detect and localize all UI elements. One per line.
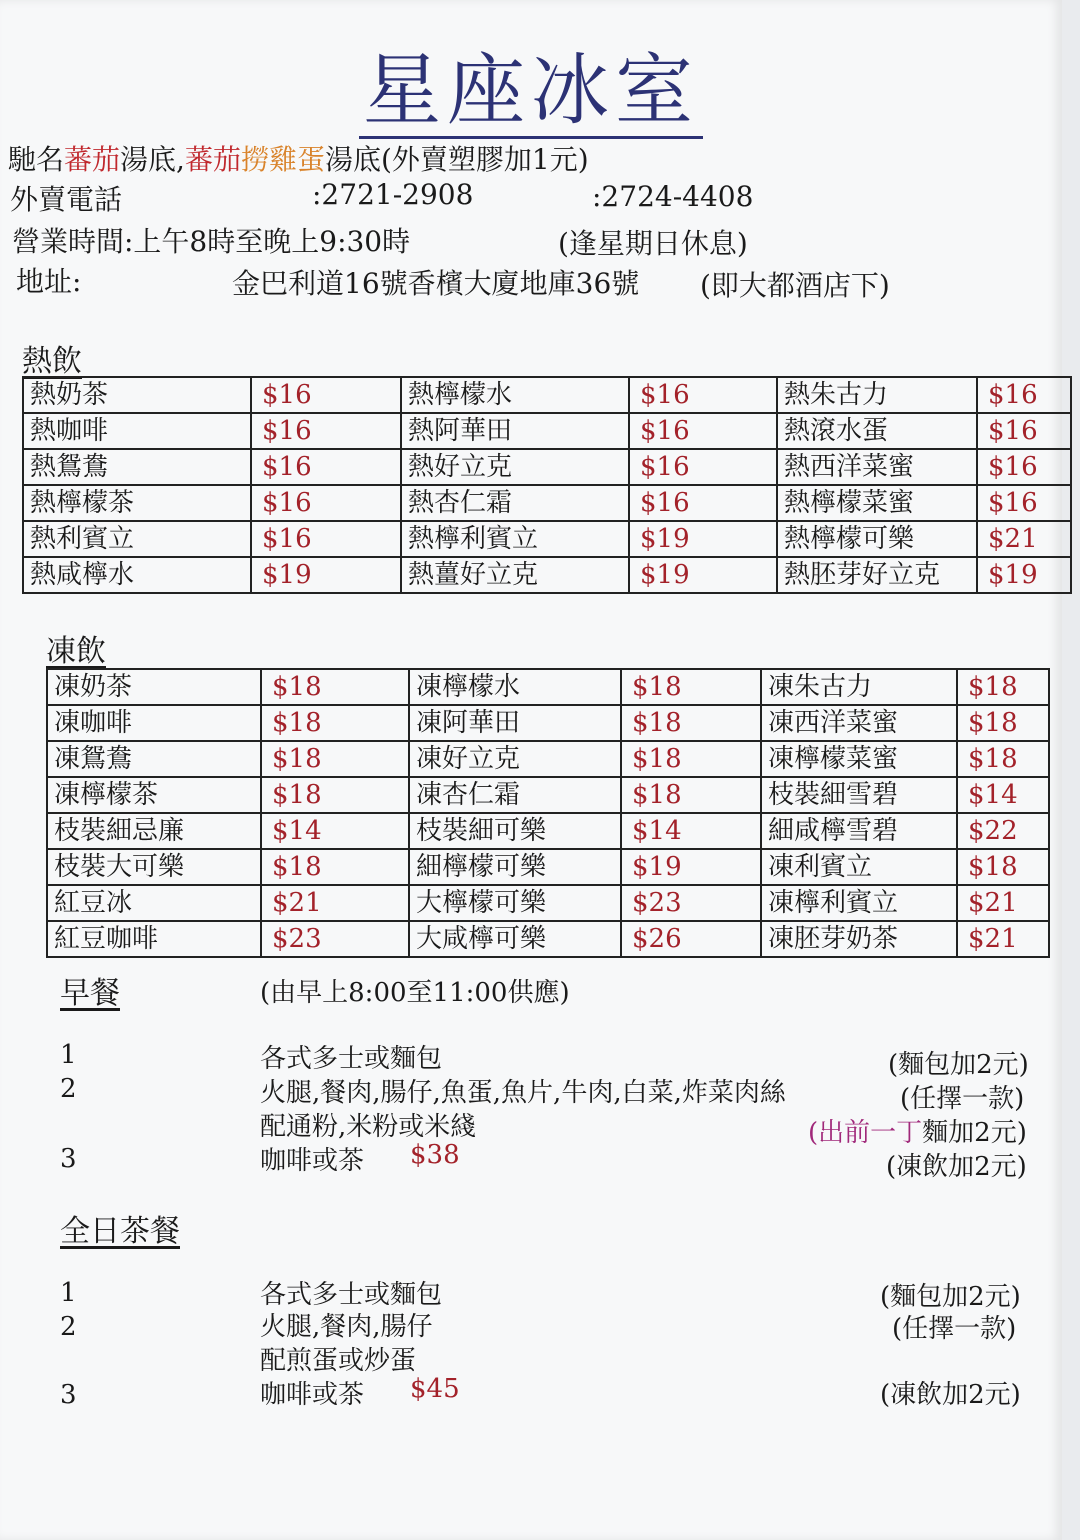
cold-price: $23 (621, 885, 761, 921)
hot-price: $16 (977, 485, 1071, 521)
hot-row (23, 521, 1071, 557)
hot-item: 熱檸檬茶 (23, 485, 251, 521)
hot-row (23, 413, 1071, 449)
cold-price: $22 (957, 813, 1049, 849)
hot-row (23, 377, 1071, 413)
breakfast-item-2b: 配通粉,米粉或米綫 (260, 1112, 477, 1142)
cold-price: $18 (957, 849, 1049, 885)
hot-price: $16 (251, 485, 401, 521)
closed-day: (逢星期日休息) (558, 227, 748, 260)
allday-item-1: 各式多士或麵包 (260, 1280, 443, 1310)
hot-item: 熱檸檬菜蜜 (777, 485, 977, 521)
cold-row (47, 885, 1049, 921)
cold-row (47, 813, 1049, 849)
cold-price: $14 (957, 777, 1049, 813)
hot-item: 熱好立克 (401, 449, 629, 485)
cold-item: 細檸檬可樂 (409, 849, 621, 885)
cold-item: 枝裝細可樂 (409, 813, 621, 849)
hot-price: $16 (977, 413, 1071, 449)
cold-item: 凍檸利賓立 (761, 885, 957, 921)
hot-item: 熱杏仁霜 (401, 485, 629, 521)
breakfast-remark-1: (麵包加2元) (888, 1050, 1029, 1080)
cold-item: 大咸檸可樂 (409, 921, 621, 957)
hot-price: $16 (629, 449, 777, 485)
cold-price: $18 (621, 669, 761, 705)
cold-drinks-table (46, 668, 1050, 958)
hot-row (23, 485, 1071, 521)
allday-remark-1: (麵包加2元) (880, 1282, 1021, 1312)
hot-item: 熱阿華田 (401, 413, 629, 449)
shop-title: 星座冰室 (0, 28, 1062, 140)
cold-price: $18 (261, 741, 409, 777)
hot-row (23, 557, 1071, 593)
phone-number-1: :2721-2908 (312, 178, 474, 211)
cold-item: 凍阿華田 (409, 705, 621, 741)
hot-item: 熱檸檬水 (401, 377, 629, 413)
hot-row (23, 449, 1071, 485)
hot-drinks-table (22, 376, 1072, 594)
cold-item: 細咸檸雪碧 (761, 813, 957, 849)
hot-item: 熱利賓立 (23, 521, 251, 557)
hot-price: $16 (251, 521, 401, 557)
address: 金巴利道16號香檳大廈地庫36號 (232, 267, 640, 300)
hot-item: 熱檸利賓立 (401, 521, 629, 557)
hot-item: 熱西洋菜蜜 (777, 449, 977, 485)
cold-drinks-body (47, 669, 1049, 957)
hot-price: $16 (629, 485, 777, 521)
cold-item: 凍利賓立 (761, 849, 957, 885)
allday-item-3: 咖啡或茶 (260, 1380, 365, 1410)
hot-price: $16 (251, 377, 401, 413)
allday-num-3: 3 (60, 1380, 77, 1410)
breakfast-item-1: 各式多士或麵包 (260, 1044, 443, 1074)
hot-price: $16 (251, 449, 401, 485)
hot-price: $19 (629, 557, 777, 593)
cold-item: 凍好立克 (409, 741, 621, 777)
breakfast-num-1: 1 (60, 1040, 77, 1070)
breakfast-hours: (由早上8:00至11:00供應) (260, 978, 570, 1008)
phone-number-2: :2724-4408 (592, 180, 754, 213)
cold-price: $18 (957, 741, 1049, 777)
cold-price: $18 (261, 669, 409, 705)
cold-price: $19 (621, 849, 761, 885)
allday-num-1: 1 (60, 1278, 77, 1308)
breakfast-price: $38 (410, 1140, 460, 1170)
hot-item: 熱咖啡 (23, 413, 251, 449)
hot-price: $16 (977, 449, 1071, 485)
cold-item: 凍西洋菜蜜 (761, 705, 957, 741)
allday-item-2b: 配煎蛋或炒蛋 (260, 1346, 417, 1376)
cold-price: $18 (261, 777, 409, 813)
hot-item: 熱滾水蛋 (777, 413, 977, 449)
cold-drinks-heading: 凍飲 (46, 634, 106, 669)
cold-item: 枝裝細忌廉 (47, 813, 261, 849)
cold-item: 枝裝細雪碧 (761, 777, 957, 813)
cold-price: $18 (621, 741, 761, 777)
cold-row (47, 669, 1049, 705)
cold-item: 枝裝大可樂 (47, 849, 261, 885)
cold-row (47, 777, 1049, 813)
address-label: 地址: (16, 265, 82, 298)
cold-price: $18 (261, 849, 409, 885)
cold-row (47, 921, 1049, 957)
allday-remark-3: (凍飲加2元) (880, 1380, 1021, 1410)
cold-price: $18 (261, 705, 409, 741)
hot-item: 熱朱古力 (777, 377, 977, 413)
breakfast-item-3: 咖啡或茶 (260, 1146, 365, 1176)
cold-price: $21 (957, 921, 1049, 957)
breakfast-item-2: 火腿,餐肉,腸仔,魚蛋,魚片,牛肉,白菜,炸菜肉絲 (260, 1078, 786, 1108)
cold-price: $21 (957, 885, 1049, 921)
hot-price: $16 (629, 413, 777, 449)
hot-item: 熱咸檸水 (23, 557, 251, 593)
cold-item: 凍鴛鴦 (47, 741, 261, 777)
cold-price: $23 (261, 921, 409, 957)
cold-item: 凍檸檬水 (409, 669, 621, 705)
cold-item: 紅豆冰 (47, 885, 261, 921)
cold-item: 大檸檬可樂 (409, 885, 621, 921)
hot-price: $16 (629, 377, 777, 413)
breakfast-remark-4: (凍飲加2元) (886, 1152, 1027, 1182)
allday-item-2: 火腿,餐肉,腸仔 (260, 1312, 433, 1342)
allday-num-2: 2 (60, 1312, 77, 1342)
cold-price: $18 (957, 705, 1049, 741)
hot-drinks-body (23, 377, 1071, 593)
cold-price: $18 (621, 777, 761, 813)
cold-item: 凍杏仁霜 (409, 777, 621, 813)
cold-item: 凍檸檬菜蜜 (761, 741, 957, 777)
hot-price: $16 (251, 413, 401, 449)
hot-price: $19 (251, 557, 401, 593)
hot-item: 熱胚芽好立克 (777, 557, 977, 593)
cold-item: 凍咖啡 (47, 705, 261, 741)
cold-row (47, 741, 1049, 777)
cold-price: $18 (957, 669, 1049, 705)
soup-line: 馳名蕃茄湯底,蕃茄撈雞蛋湯底(外賣塑膠加1元) (8, 143, 589, 176)
allday-price: $45 (410, 1374, 460, 1404)
breakfast-num-3: 3 (60, 1144, 77, 1174)
cold-row (47, 705, 1049, 741)
hot-price: $19 (629, 521, 777, 557)
hot-price: $21 (977, 521, 1071, 557)
hot-drinks-heading: 熱飲 (22, 344, 82, 379)
breakfast-heading: 早餐 (60, 976, 120, 1011)
opening-hours: 營業時間:上午8時至晚上9:30時 (12, 225, 411, 258)
cold-item: 凍朱古力 (761, 669, 957, 705)
hot-price: $16 (977, 377, 1071, 413)
allday-heading: 全日茶餐 (60, 1214, 180, 1249)
allday-remark-2: (任擇一款) (892, 1314, 1017, 1344)
address-note: (即大都酒店下) (700, 269, 890, 302)
hot-item: 熱薑好立克 (401, 557, 629, 593)
cold-item: 凍奶茶 (47, 669, 261, 705)
hot-item: 熱鴛鴦 (23, 449, 251, 485)
cold-price: $26 (621, 921, 761, 957)
cold-row (47, 849, 1049, 885)
cold-item: 凍胚芽奶茶 (761, 921, 957, 957)
cold-price: $14 (621, 813, 761, 849)
phone-label: 外賣電話 (10, 183, 123, 216)
cold-item: 凍檸檬茶 (47, 777, 261, 813)
hot-item: 熱奶茶 (23, 377, 251, 413)
cold-item: 紅豆咖啡 (47, 921, 261, 957)
breakfast-num-2: 2 (60, 1074, 77, 1104)
hot-item: 熱檸檬可樂 (777, 521, 977, 557)
cold-price: $14 (261, 813, 409, 849)
breakfast-remark-3: (出前一丁麵加2元) (808, 1118, 1027, 1148)
breakfast-remark-2: (任擇一款) (900, 1084, 1025, 1114)
cold-price: $18 (621, 705, 761, 741)
hot-price: $19 (977, 557, 1071, 593)
cold-price: $21 (261, 885, 409, 921)
